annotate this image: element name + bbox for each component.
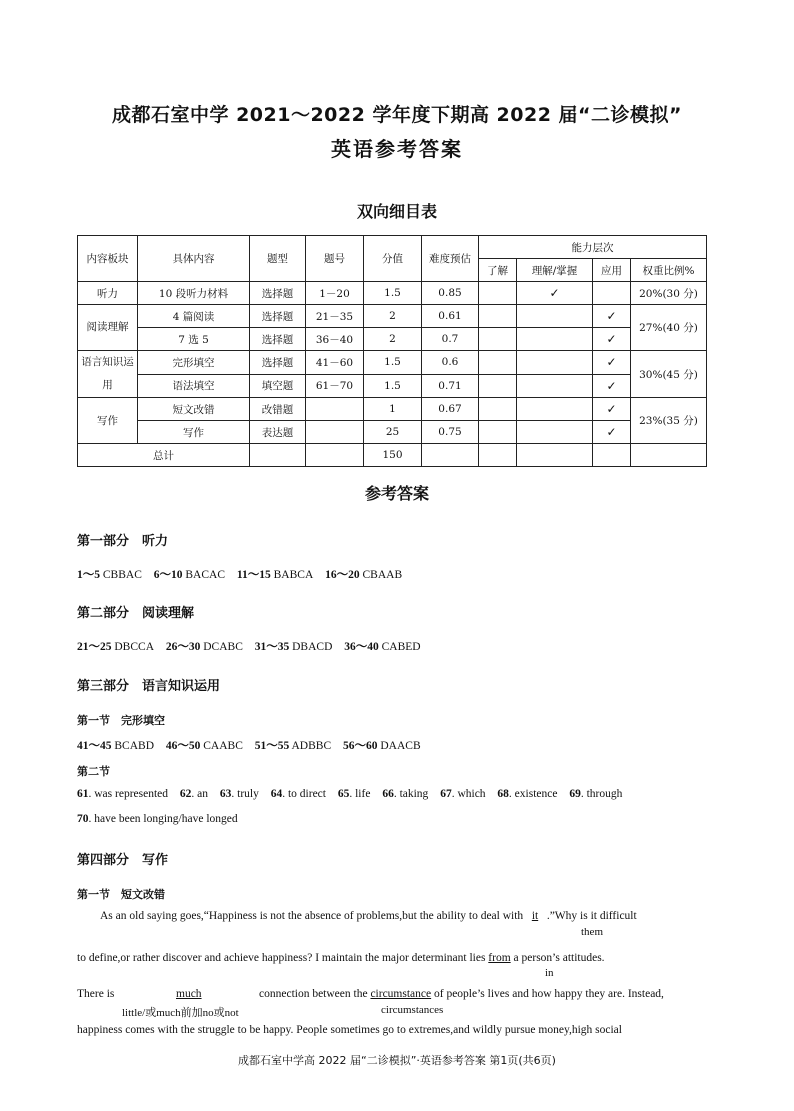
answer-group: 6～10 BACAC [153,569,225,581]
correction: in [545,967,554,979]
table-total-row [78,444,707,467]
part1-answers [77,566,411,582]
table-title: 双向细目表 [356,202,437,221]
cell-diff: 0.6 [422,351,479,375]
cell-block: 写作 [78,398,138,444]
cell-type: 选择题 [250,328,306,351]
answer-group: 1～5 CBBAC [77,569,142,581]
part2-answers [77,638,430,654]
answer-group: 56～60 DAACB [343,740,421,752]
table-row [78,374,707,398]
cell-score: 2 [364,328,422,351]
cell-diff: 0.7 [422,328,479,351]
cell-block: 阅读理解 [78,305,138,351]
cell-nums: 36－40 [306,328,364,351]
check-mark: ✓ [517,282,593,305]
part3-title: 第三部分 语言知识运用 [77,679,221,694]
passage-line-1: As an old saying goes,“Happiness is not the absence of problems,but the ability to deal with it .”Why is it difficult [100,910,637,922]
cell-diff: 0.67 [422,398,479,421]
error-word: from [488,952,511,964]
header-weight: 权重比例% [631,259,707,282]
cell-content: 短文改错 [138,398,250,421]
cell-weight: 23%(35 分) [631,398,707,444]
fill-answer: 65. life [337,788,371,800]
cell-diff: 0.75 [422,421,479,444]
check-mark: ✓ [593,421,631,444]
cell-score: 1.5 [364,374,422,398]
answer-group: 51～55 ADBBC [254,740,332,752]
cell-diff: 0.61 [422,305,479,328]
cell-nums: 21－35 [306,305,364,328]
cell-score: 1.5 [364,282,422,305]
fill-answer: 69. through [569,788,623,800]
cell-diff: 0.85 [422,282,479,305]
part3-answers [77,737,430,753]
part3-section2-title: 第二节 [77,765,110,778]
cell-type: 表达题 [250,421,306,444]
cell-block: 听力 [78,282,138,305]
table-row [78,328,707,351]
part3-section1-title: 第一节 完形填空 [77,714,165,727]
part4-title: 第四部分 写作 [77,853,169,868]
cell-content: 语法填空 [138,374,250,398]
cell-weight: 27%(40 分) [631,305,707,351]
table-row [78,351,707,375]
cell-content: 完形填空 [138,351,250,375]
cell-content: 写作 [138,421,250,444]
cell-type: 填空题 [250,374,306,398]
answer-group: 16～20 CBAAB [325,569,403,581]
cell-type: 选择题 [250,305,306,328]
page-footer: 成都石室中学高 2022 届“二诊模拟”·英语参考答案 第1页(共6页) [238,1054,556,1067]
header-apply: 应用 [593,259,631,282]
error-word: it [531,910,539,922]
cell-content: 4 篇阅读 [138,305,250,328]
fill-answer: 63. truly [219,788,259,800]
error-word: circumstance [370,988,432,1000]
cell-nums [306,421,364,444]
header-number: 题号 [306,236,364,282]
grammar-fill-answers [77,788,631,800]
cell-weight: 30%(45 分) [631,351,707,398]
fill-answer: 62. an [179,788,208,800]
check-mark: ✓ [593,351,631,375]
cell-nums: 1－20 [306,282,364,305]
fill-answer: 68. existence [497,788,558,800]
fill-answer: 66. taking [382,788,429,800]
header-type: 题型 [250,236,306,282]
error-word: much [176,988,202,1000]
cell-content: 7 选 5 [138,328,250,351]
answer-group: 36～40 CABED [344,641,421,653]
answers-title: 参考答案 [364,484,429,503]
cell-diff: 0.71 [422,374,479,398]
passage-line-2: to define,or rather discover and achieve happiness? I maintain the major determinant lies from a person’s attitudes. [77,952,605,964]
header-content: 具体内容 [138,236,250,282]
cell-score: 1.5 [364,351,422,375]
answer-group: 26～30 DCABC [165,641,243,653]
part1-title: 第一部分 听力 [77,534,169,549]
check-mark: ✓ [593,305,631,328]
answer-group: 21～25 DBCCA [77,641,154,653]
table-row [78,305,707,328]
total-label: 总计 [78,444,250,467]
fill-answer: 67. which [440,788,486,800]
part4-section1-title: 第一节 短文改错 [77,888,165,901]
passage-line-3: There is [77,988,115,1000]
header-ability: 能力层次 [479,236,707,259]
table-row [78,398,707,421]
cell-type: 选择题 [250,351,306,375]
answer-group: 11～15 BABCA [236,569,314,581]
correction: circumstances [381,1004,444,1016]
correction: them [581,926,603,938]
fill-answer: 64. to direct [270,788,326,800]
fill-answer: 61. was represented [77,788,169,800]
header-difficulty: 难度预估 [422,236,479,282]
specification-table [77,235,707,467]
cell-type: 改错题 [250,398,306,421]
cell-block: 语言知识运用 [78,351,138,398]
cell-nums: 61－70 [306,374,364,398]
cell-weight: 20%(30 分) [631,282,707,305]
header-know: 了解 [479,259,517,282]
answer-group: 31～35 DBACD [254,641,333,653]
table-row [78,282,707,305]
correction: little/或much前加no或not [122,1007,239,1019]
part2-title: 第二部分 阅读理解 [77,606,195,621]
check-mark: ✓ [593,328,631,351]
cell-nums [306,398,364,421]
document-subtitle: 英语参考答案 [331,137,463,161]
cell-score: 25 [364,421,422,444]
document-title: 成都石室中学 2021～2022 学年度下期高 2022 届“二诊模拟” [111,104,683,126]
answer-group: 46～50 CAABC [165,740,243,752]
header-understand: 理解/掌握 [517,259,593,282]
passage-line-4: happiness comes with the struggle to be happy. People sometimes go to extremes,and wildly pursue money,high social [77,1024,622,1036]
header-block: 内容板块 [78,236,138,282]
check-mark: ✓ [593,374,631,398]
total-score: 150 [364,444,422,467]
cell-score: 1 [364,398,422,421]
answer-group: 41～45 BCABD [77,740,154,752]
cell-score: 2 [364,305,422,328]
table-row [78,421,707,444]
cell-nums: 41－60 [306,351,364,375]
check-mark: ✓ [593,398,631,421]
cell-content: 10 段听力材料 [138,282,250,305]
cell-type: 选择题 [250,282,306,305]
header-score: 分值 [364,236,422,282]
fill-answer-70: 70. have been longing/have longed [77,813,238,825]
